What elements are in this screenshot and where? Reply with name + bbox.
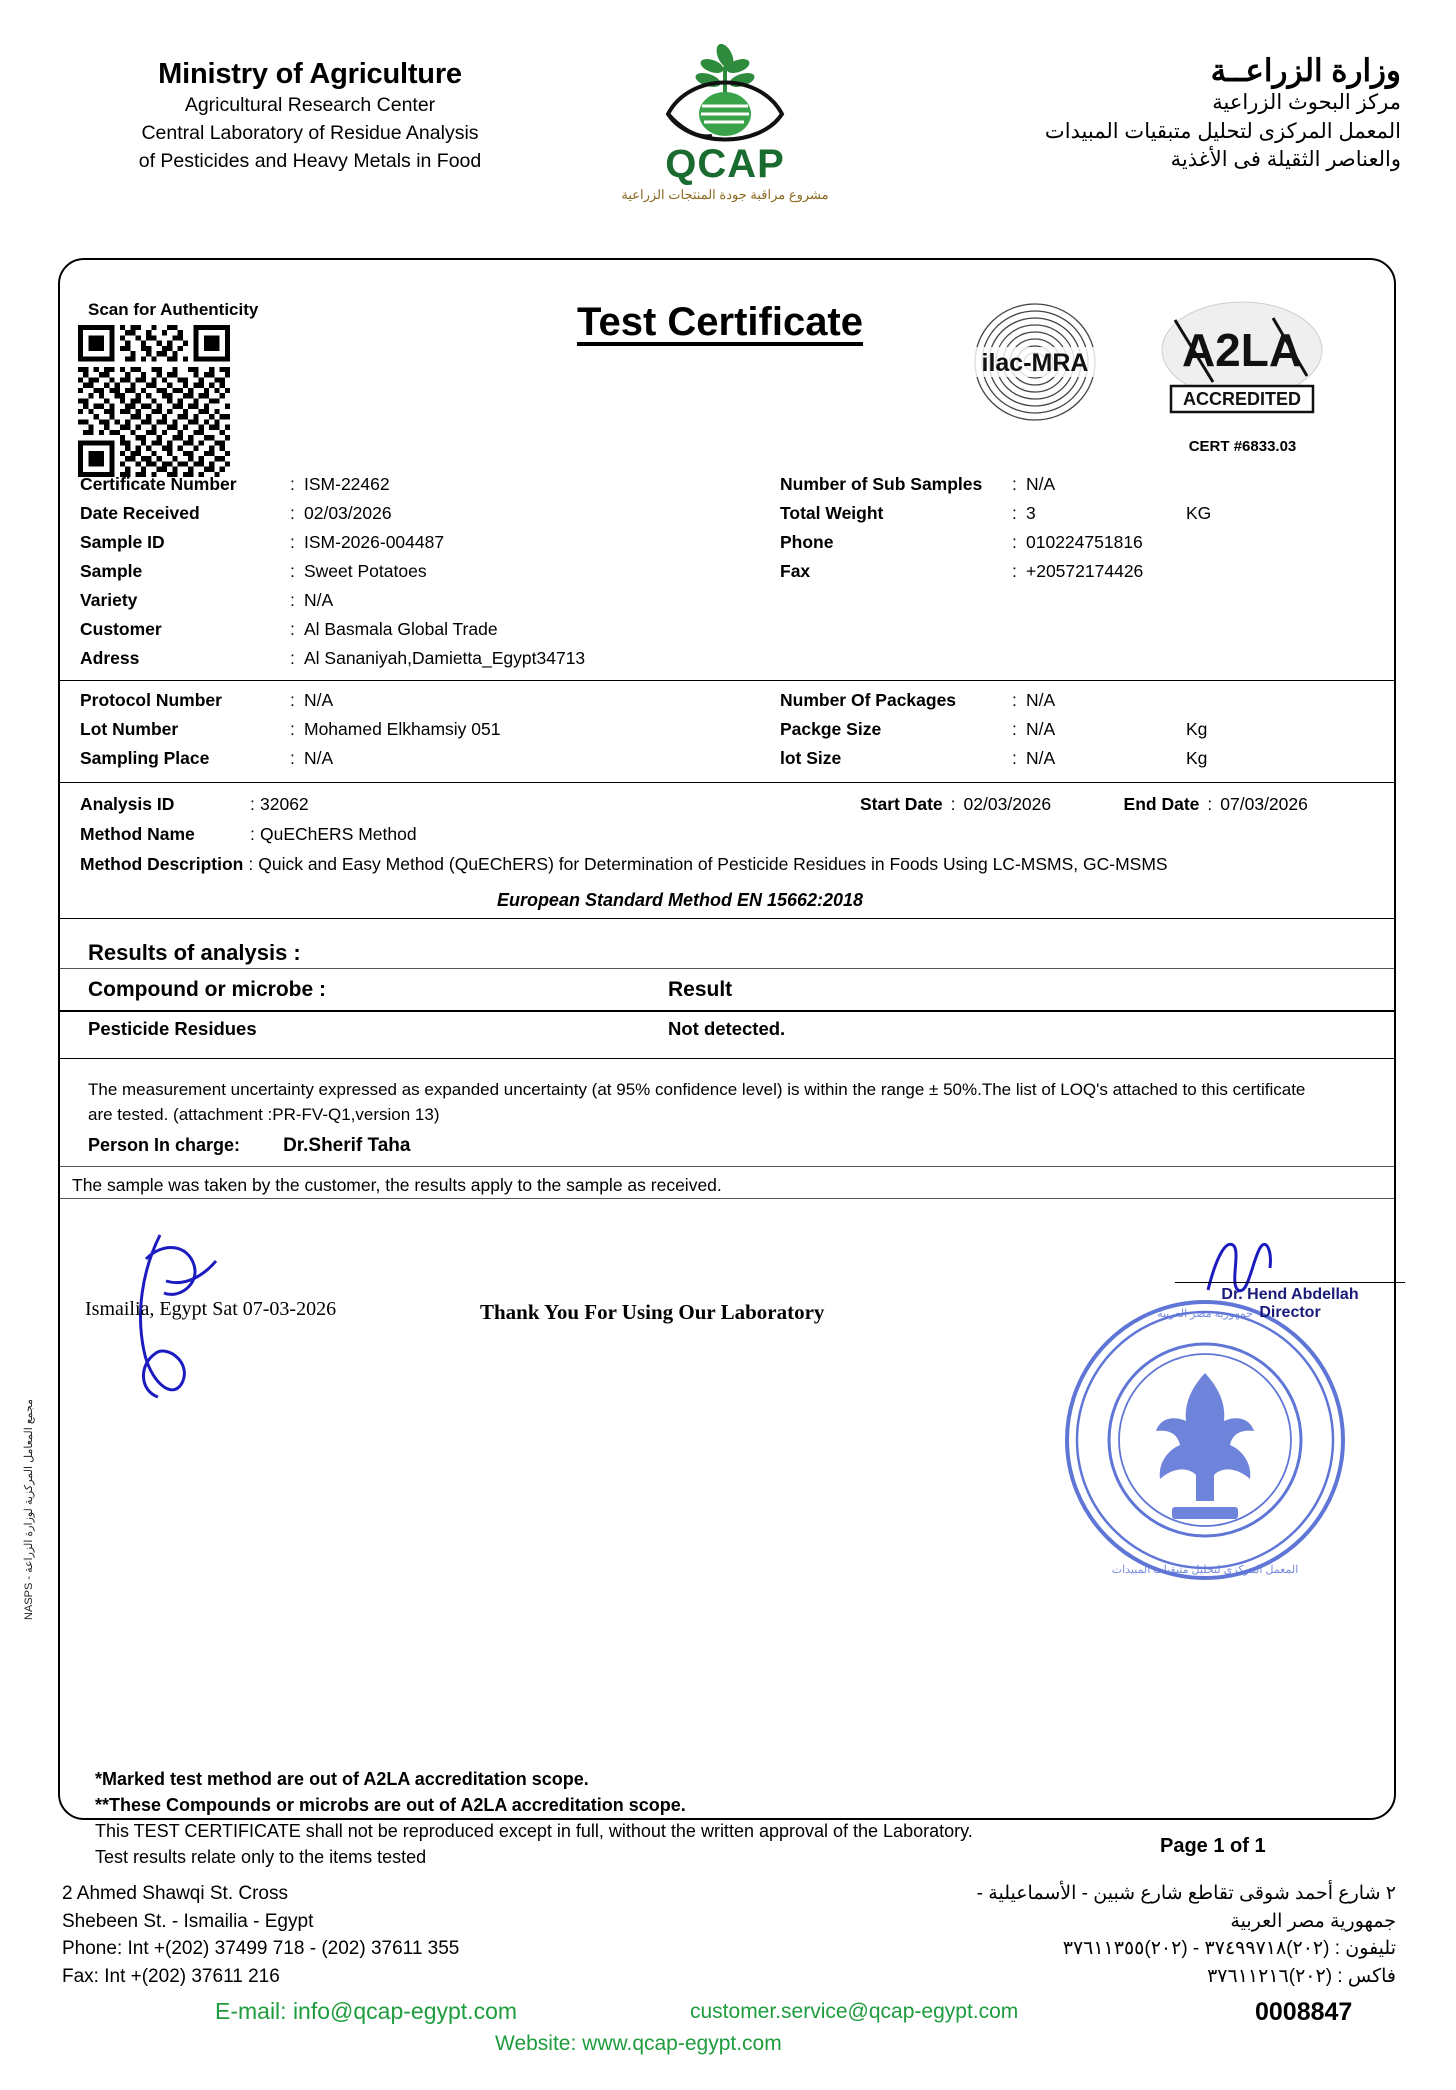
colon: : [1012, 532, 1017, 552]
info-row [80, 503, 1380, 532]
colon: : [290, 532, 295, 552]
vertical-side-text: مجمع المعامل المركزية لوزارة الزراعة - NASPS [23, 1398, 35, 1620]
unit-lot-size: Kg [1186, 748, 1208, 768]
colon: : [250, 824, 255, 844]
label-phone: Phone [780, 532, 834, 552]
divider-7 [60, 1166, 1394, 1167]
colon: : [290, 648, 295, 668]
label-sample: Sample [80, 561, 143, 581]
scan-authenticity-label: Scan for Authenticity [88, 300, 259, 319]
footer-email-primary[interactable]: E-mail: info@qcap-egypt.com [215, 1998, 518, 2024]
divider-1 [60, 680, 1394, 681]
value-variety: N/A [304, 590, 334, 610]
value-lot-number: Mohamed Elkhamsiy 051 [304, 719, 501, 739]
sample-taken-note: The sample was taken by the customer, the results apply to the sample as received. [72, 1175, 722, 1195]
svg-text:A2LA: A2LA [1181, 324, 1303, 376]
director-name: Dr. Hend Abdellah [1221, 1286, 1359, 1303]
qcap-eye-leaf-icon [660, 40, 790, 150]
analysis-details [80, 794, 1380, 911]
results-heading: Results of analysis : [88, 940, 301, 965]
value-sampling-place: N/A [304, 748, 334, 768]
colon: : [950, 794, 956, 814]
label-method-name: Method Name [80, 824, 195, 844]
footer-email-service[interactable]: customer.service@qcap-egypt.com [690, 2000, 1019, 2023]
footer-address-ar [977, 1880, 1396, 1990]
value-analysis-id: 32062 [260, 794, 309, 814]
value-package-size: N/A [1026, 719, 1056, 739]
label-analysis-id: Analysis ID [80, 794, 175, 814]
label-customer: Customer [80, 619, 162, 639]
standard-method: European Standard Method EN 15662:2018 [496, 890, 864, 910]
value-date-received: 02/03/2026 [304, 503, 392, 523]
footer-addr-line1-ar: ٢ شارع أحمد شوقى تقاطع شارع شبين - الأسماعيلية - [976, 1883, 1396, 1904]
page-title: Test Certificate [576, 300, 863, 344]
colon: : [1012, 748, 1017, 768]
value-person-in-charge: Dr.Sherif Taha [283, 1135, 411, 1156]
header-english-block [60, 58, 560, 175]
label-lot-size: lot Size [780, 748, 842, 768]
divider-3 [60, 918, 1394, 919]
colon: : [1012, 503, 1017, 523]
footer-phone-ar: تليفون : (٢٠٢)٣٧٤٩٩٧١٨ - (٢٠٢)٣٧٦١١٣٥٥ [1062, 1938, 1396, 1960]
document-footer [0, 1880, 1456, 2090]
info-row [80, 474, 1380, 503]
value-method-description: Quick and Easy Method (QuEChERS) for Determination of Pesticide Residues in Foods Using LC-MSMS, GC-MSMS [258, 854, 1168, 874]
accreditation-cert-number: CERT #6833.03 [1188, 438, 1297, 455]
footnote-3: This TEST CERTIFICATE shall not be reproduced except in full, without the written approval of the Laboratory. [95, 1821, 973, 1842]
info-row [80, 719, 1380, 748]
ilac-mra-logo [955, 300, 1115, 425]
colon: : [290, 719, 295, 739]
divider-5 [60, 1010, 1394, 1012]
value-certificate-number: ISM-22462 [304, 474, 390, 494]
info-row [80, 561, 1380, 590]
thank-you-message: Thank You For Using Our Laboratory [480, 1300, 825, 1324]
divider-2 [60, 782, 1394, 783]
header-arabic-block [841, 52, 1401, 174]
svg-text:ilac-MRA: ilac-MRA [981, 349, 1089, 377]
label-sampling-place: Sampling Place [80, 748, 210, 768]
colon: : [290, 690, 295, 710]
method-description-row [80, 854, 1380, 884]
label-sample-id: Sample ID [80, 532, 165, 552]
colon: : [1012, 474, 1017, 494]
label-method-description: Method Description [80, 854, 244, 874]
footer-addr-line2-ar: جمهورية مصر العربية [1230, 1910, 1396, 1932]
document-serial-number: 0008847 [1255, 1998, 1353, 2026]
label-total-weight: Total Weight [780, 503, 884, 523]
colon: : [1207, 794, 1213, 814]
label-person-in-charge: Person In charge: [88, 1135, 241, 1155]
colon: : [250, 794, 255, 814]
lab-line1-ar: المعمل المركزى لتحليل متبقيات المبيدات [1044, 119, 1401, 143]
value-customer: Al Basmala Global Trade [304, 619, 498, 639]
qcap-logo-block [600, 40, 850, 203]
sample-info-table [80, 474, 1380, 677]
analysis-id-row [80, 794, 1380, 824]
lot-info-table [80, 690, 1380, 777]
arc-line-ar: مركز البحوث الزراعية [1212, 91, 1401, 115]
unit-total-weight: KG [1186, 503, 1212, 523]
label-fax: Fax [780, 561, 811, 581]
colon: : [1012, 719, 1017, 739]
footnote-2: **These Compounds or microbs are out of A2LA accreditation scope. [95, 1795, 686, 1816]
table-row [88, 1018, 1368, 1040]
footnotes-block [95, 1766, 973, 1870]
label-package-size: Packge Size [780, 719, 882, 739]
value-total-weight: 3 [1026, 503, 1036, 523]
footer-addr-line1-en: 2 Ahmed Shawqi St. Cross [62, 1883, 288, 1904]
lab-line2-en: of Pesticides and Heavy Metals in Food [138, 149, 482, 172]
footer-fax-ar: فاكس : (٢٠٢)٣٧٦١١٢١٦ [1207, 1965, 1396, 1987]
footnote-1: *Marked test method are out of A2LA accreditation scope. [95, 1769, 589, 1789]
label-protocol-number: Protocol Number [80, 690, 222, 710]
value-end-date: 07/03/2026 [1220, 794, 1308, 814]
info-row [80, 590, 1380, 619]
cell-result: Not detected. [668, 1018, 786, 1039]
colon: : [290, 503, 295, 523]
qcap-caption-ar: مشروع مراقبة جودة المنتجات الزراعية [621, 187, 829, 202]
ministry-title-en: Ministry of Agriculture [158, 58, 462, 90]
lab-line2-ar: والعناصر الثقيلة فى الأغذية [1170, 147, 1401, 171]
value-start-date: 02/03/2026 [963, 794, 1052, 814]
results-table-header [88, 978, 1368, 1002]
a2la-accredited-logo [1155, 298, 1330, 428]
official-stamp [1060, 1295, 1350, 1585]
qr-code[interactable] [78, 325, 230, 477]
column-header-result: Result [668, 978, 733, 1001]
qcap-wordmark: QCAP [665, 142, 785, 186]
document-header [0, 40, 1456, 230]
lab-line1-en: Central Laboratory of Residue Analysis [141, 122, 479, 145]
value-address: Al Sananiyah,Damietta_Egypt34713 [304, 648, 586, 668]
ministry-title-ar: وزارة الزراعــة [1210, 53, 1401, 88]
column-header-compound: Compound or microbe : [88, 978, 326, 1001]
value-fax: +20572174426 [1026, 561, 1144, 581]
value-sub-samples: N/A [1026, 474, 1056, 494]
colon: : [290, 474, 295, 494]
uncertainty-note: The measurement uncertainty expressed as expanded uncertainty (at 95% confidence level) is within the range ± 50%.The list of LOQ's attached to this certificate are tested. (attachment :PR-FV-Q1,version 13) [88, 1080, 1306, 1124]
value-phone: 010224751816 [1026, 532, 1143, 552]
person-in-charge [88, 1135, 410, 1157]
colon: : [290, 590, 295, 610]
value-number-of-packages: N/A [1026, 690, 1056, 710]
label-lot-number: Lot Number [80, 719, 179, 739]
unit-package-size: Kg [1186, 719, 1208, 739]
footer-fax-en: Fax: Int +(202) 37611 216 [62, 1965, 280, 1987]
label-start-date: Start Date [860, 794, 943, 814]
value-method-name: QuEChERS Method [260, 824, 417, 844]
place-and-date: Ismailia, Egypt Sat 07-03-2026 [85, 1298, 337, 1320]
label-certificate-number: Certificate Number [80, 474, 237, 494]
colon: : [248, 854, 254, 874]
footer-address-en [62, 1880, 459, 1990]
svg-text:المعمل المركزى لتحليل متبقيات: المعمل المركزى لتحليل متبقيات المبيدات [1111, 1564, 1299, 1576]
label-variety: Variety [80, 590, 138, 610]
info-row [80, 748, 1380, 777]
footer-addr-line2-en: Shebeen St. - Ismailia - Egypt [62, 1910, 314, 1932]
divider-8 [60, 1198, 1394, 1199]
label-number-of-packages: Number Of Packages [780, 690, 957, 710]
footer-website[interactable]: Website: www.qcap-egypt.com [495, 2032, 782, 2055]
svg-text:جمهورية مصر العربية: جمهورية مصر العربية [1157, 1308, 1253, 1320]
value-protocol-number: N/A [304, 690, 334, 710]
footnote-4: Test results relate only to the items tested [95, 1847, 427, 1868]
footer-phone-en: Phone: Int +(202) 37499 718 - (202) 37611 355 [62, 1938, 460, 1960]
director-title: Director [1259, 1304, 1321, 1321]
info-row [80, 690, 1380, 719]
director-signature-block [1170, 1282, 1410, 1322]
colon: : [290, 619, 295, 639]
info-row [80, 532, 1380, 561]
colon: : [1012, 561, 1017, 581]
colon: : [1012, 690, 1017, 710]
svg-text:ACCREDITED: ACCREDITED [1182, 389, 1302, 409]
method-name-row [80, 824, 1380, 854]
arc-line-en: Agricultural Research Center [184, 94, 436, 117]
label-sub-samples: Number of Sub Samples [780, 474, 983, 494]
label-date-received: Date Received [80, 503, 200, 523]
value-lot-size: N/A [1026, 748, 1056, 768]
label-end-date: End Date [1123, 794, 1200, 814]
colon: : [290, 748, 295, 768]
value-sample-id: ISM-2026-004487 [304, 532, 445, 552]
cell-compound: Pesticide Residues [88, 1018, 257, 1039]
info-row [80, 619, 1380, 648]
label-address: Adress [80, 648, 140, 668]
divider-6 [60, 1058, 1394, 1059]
signature-line [1175, 1282, 1405, 1283]
info-row [80, 648, 1380, 677]
colon: : [290, 561, 295, 581]
value-sample: Sweet Potatoes [304, 561, 427, 581]
page-number: Page 1 of 1 [1160, 1835, 1266, 1857]
divider-4 [60, 968, 1394, 969]
